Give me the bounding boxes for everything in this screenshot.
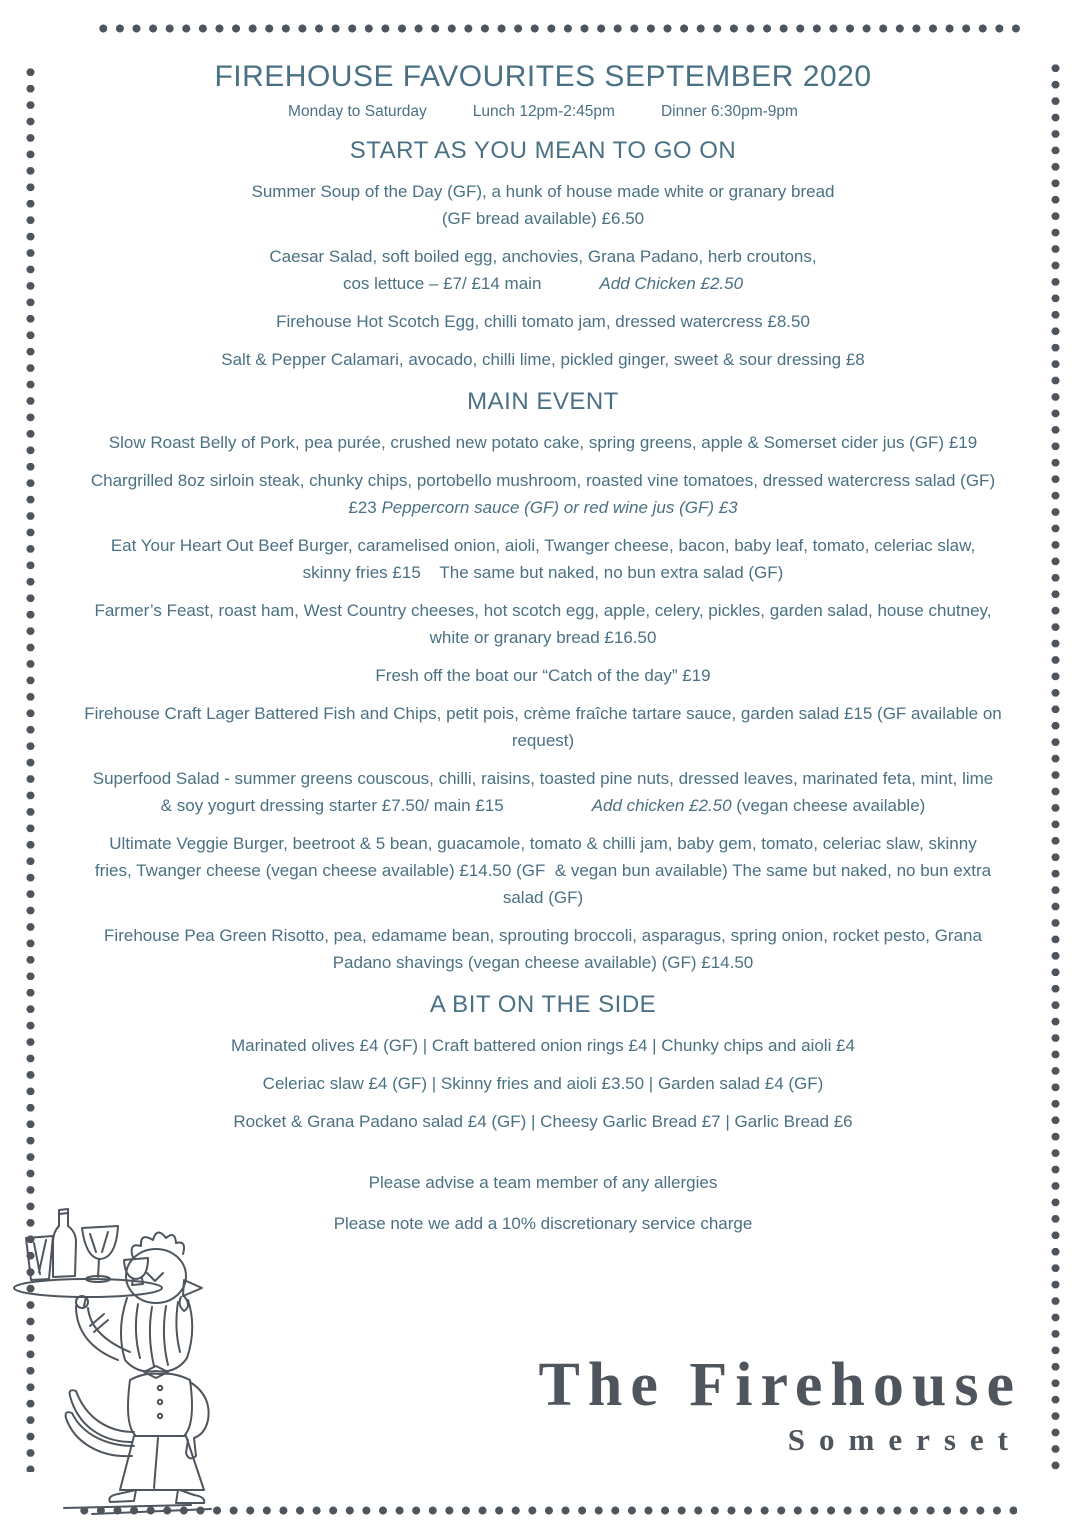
menu-item [53, 467, 1033, 521]
menu-item-line [53, 662, 1033, 689]
menu-item-text: Marinated olives £4 (GF) | Craft battered onion rings £4 | Chunky chips and aioli £4 [231, 1036, 855, 1055]
border-dots-right [1051, 60, 1060, 1472]
menu-item-line [53, 346, 1033, 373]
menu-item-line [53, 1032, 1033, 1059]
menu-item-text: Superfood Salad - summer greens couscous, chilli, raisins, toasted pine nuts, dressed leaves, marinated feta, mint, lime [92, 769, 994, 788]
menu-item-text: cos lettuce – £7/ £14 main [342, 274, 542, 293]
menu-item-line [53, 857, 1033, 884]
menu-item-text: white or granary bread £16.50 [429, 628, 657, 647]
menu-item [53, 922, 1033, 976]
menu-item-line [53, 429, 1033, 456]
menu-item-text: Slow Roast Belly of Pork, pea purée, crushed new potato cake, spring greens, apple & Somerset cider jus (GF) £19 [108, 433, 978, 452]
schedule-days: Monday to Saturday [288, 103, 427, 120]
menu-item [53, 1108, 1033, 1135]
menu-item-text: Salt & Pepper Calamari, avocado, chilli lime, pickled ginger, sweet & sour dressing £8 [221, 350, 865, 369]
menu-item-text: Summer Soup of the Day (GF), a hunk of house made white or granary bread [251, 182, 835, 201]
menu-item-text: Firehouse Pea Green Risotto, pea, edamame bean, sprouting broccoli, asparagus, spring onion, rocket pesto, Grana [104, 926, 982, 945]
rooster-body-sketch [64, 1232, 211, 1514]
menu-item-note: Add chicken £2.50 [591, 796, 732, 815]
menu-item-line [53, 243, 1033, 270]
menu-item-text: Ultimate Veggie Burger, beetroot & 5 bean, guacamole, tomato & chilli jam, baby gem, tomato, celeriac slaw, skinny [109, 834, 977, 853]
brand-logo [539, 1352, 1022, 1458]
menu-item-text: Celeriac slaw £4 (GF) | Skinny fries and aioli £3.50 | Garden salad £4 (GF) [262, 1074, 824, 1093]
menu-item-text: Firehouse Craft Lager Battered Fish and Chips, petit pois, crème fraîche tartare sauce, garden salad £15 (GF available on [84, 704, 1002, 723]
menu-item-line [53, 494, 1033, 521]
menu-item-line [53, 922, 1033, 949]
menu-item-line [53, 727, 1033, 754]
menu-item-line [53, 559, 1033, 586]
section-heading: A BIT ON THE SIDE [429, 991, 657, 1018]
menu-item [53, 243, 1033, 297]
menu-item [53, 346, 1033, 373]
menu-item-text: Rocket & Grana Padano salad £4 (GF) | Cheesy Garlic Bread £7 | Garlic Bread £6 [233, 1112, 853, 1131]
menu-item-text: skinny fries £15 The same but naked, no bun extra salad (GF) [302, 563, 784, 582]
drinks-tray-icon [14, 1209, 162, 1306]
menu-item [53, 308, 1033, 335]
menu-item-text: Farmer’s Feast, roast ham, West Country cheeses, hot scotch egg, apple, celery, pickles, garden salad, house chutney, [94, 601, 992, 620]
menu-item-line [53, 467, 1033, 494]
menu-item [53, 700, 1033, 754]
menu-item [53, 597, 1033, 651]
menu-item [53, 662, 1033, 689]
menu-item-note: Peppercorn sauce (GF) or red wine jus (GF) £3 [381, 498, 738, 517]
menu-item [53, 1032, 1033, 1059]
menu-item-line [53, 765, 1033, 792]
menu-item-text: £23 [348, 498, 382, 517]
menu-item-text: (GF bread available) £6.50 [441, 209, 645, 228]
menu-item-line [53, 1070, 1033, 1097]
schedule-lunch: Lunch 12pm-2:45pm [472, 103, 615, 120]
menu-item-line [53, 597, 1033, 624]
menu-item-note: Add Chicken £2.50 [599, 274, 744, 293]
rooster-waiter-illustration [6, 1190, 238, 1522]
menu-item [53, 765, 1033, 819]
brand-name: The Firehouse [538, 1351, 1022, 1419]
service-charge-note: Please note we add a 10% discretionary service charge [333, 1214, 753, 1233]
menu-item-text: & soy yogurt dressing starter £7.50/ main £15 [160, 796, 504, 815]
menu-item-line [53, 700, 1033, 727]
menu-item-text: request) [511, 731, 575, 750]
menu-item-text: (vegan cheese available) [731, 796, 926, 815]
border-dots-top [95, 24, 1027, 33]
menu-item-line [53, 532, 1033, 559]
menu-item-text: salad (GF) [502, 888, 584, 907]
menu-item-text: Firehouse Hot Scotch Egg, chilli tomato jam, dressed watercress £8.50 [276, 312, 810, 331]
opening-schedule [53, 102, 1033, 122]
menu-item [53, 532, 1033, 586]
menu-sections [53, 136, 1033, 1135]
menu-item-text: Fresh off the boat our “Catch of the day” £19 [375, 666, 711, 685]
menu-item [53, 178, 1033, 232]
menu-item-text: Caesar Salad, soft boiled egg, anchovies, Grana Padano, herb croutons, [269, 247, 817, 266]
section-heading: START AS YOU MEAN TO GO ON [349, 137, 737, 164]
section-heading: MAIN EVENT [467, 388, 619, 415]
menu-item-text: Chargrilled 8oz sirloin steak, chunky chips, portobello mushroom, roasted vine tomatoes, dressed watercress salad (GF) [90, 471, 996, 490]
menu-item-line [53, 949, 1033, 976]
menu-item-line [53, 308, 1033, 335]
menu-item-line [53, 178, 1033, 205]
menu-item-line [53, 624, 1033, 651]
allergy-note: Please advise a team member of any allergies [368, 1173, 718, 1192]
menu-item-text: Eat Your Heart Out Beef Burger, caramelised onion, aioli, Twanger cheese, bacon, baby leaf, tomato, celeriac slaw, [110, 536, 976, 555]
schedule-dinner: Dinner 6:30pm-9pm [660, 103, 798, 120]
menu-item-line [53, 792, 1033, 819]
menu-item-text: Padano shavings (vegan cheese available) (GF) £14.50 [332, 953, 754, 972]
menu-item-line [53, 270, 1033, 297]
menu-item [53, 1070, 1033, 1097]
brand-location: Somerset [787, 1422, 1022, 1457]
menu-item [53, 830, 1033, 911]
menu-item-line [53, 205, 1033, 232]
menu-item-line [53, 884, 1033, 911]
menu-item [53, 429, 1033, 456]
menu-page-content [53, 58, 1033, 1237]
menu-item-line [53, 1108, 1033, 1135]
menu-item-line [53, 830, 1033, 857]
menu-item-text: fries, Twanger cheese (vegan cheese available) £14.50 (GF & vegan bun available) The same but naked, no bun extra [94, 861, 992, 880]
page-title: FIREHOUSE FAVOURITES SEPTEMBER 2020 [214, 60, 872, 93]
